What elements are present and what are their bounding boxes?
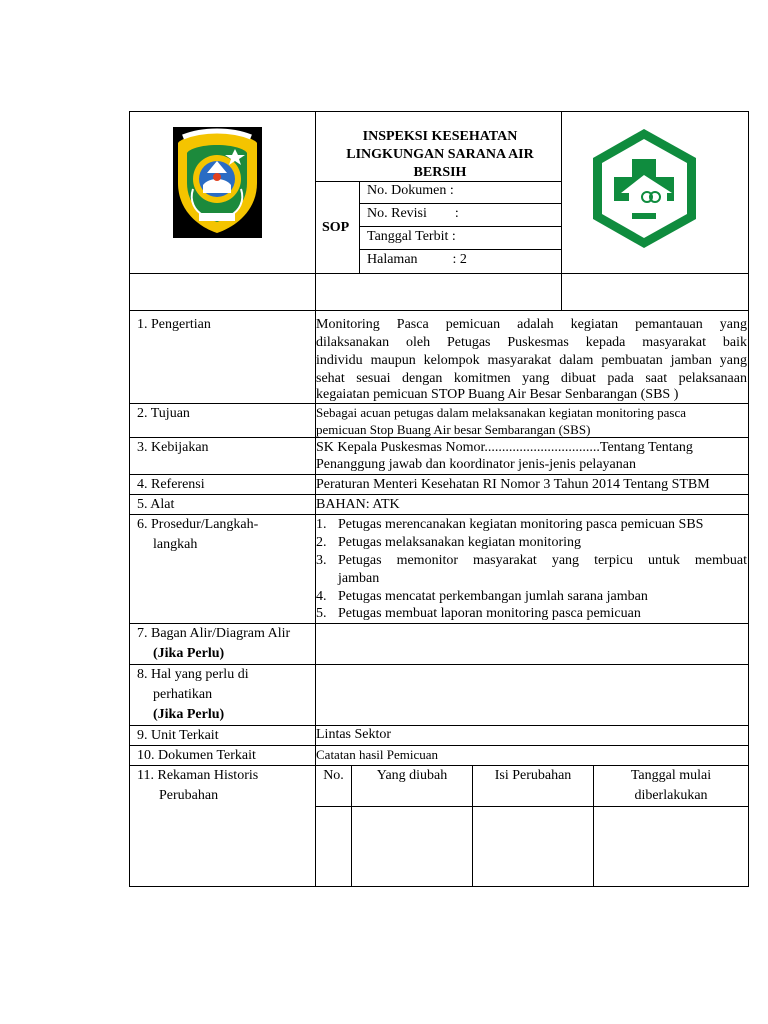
row-line [129, 664, 749, 665]
tanggal-terbit-field: Tanggal Terbit : [367, 229, 456, 244]
step-text-continued: jamban [338, 571, 380, 586]
tujuan-line-2: pemicuan Stop Buang Air besar Sembarangan (SBS) [316, 422, 591, 437]
halaman-field: Halaman : 2 [367, 252, 467, 267]
dokumen-label: 10. Dokumen Terkait [137, 748, 256, 763]
kebijakan-line-1: SK Kepala Puskesmas Nomor.................................Tentang Tentang [316, 440, 693, 455]
pengertian-label: 1. Pengertian [137, 317, 211, 332]
doc-field-line [359, 226, 562, 227]
pengertian-line-3: individu maupun kelompok masyarakat dalam pembuatan jamban yang [316, 353, 747, 368]
border-left [129, 111, 130, 887]
alat-text: BAHAN: ATK [316, 497, 400, 512]
history-header-line [315, 806, 749, 807]
puskesmas-logo [589, 127, 700, 250]
rekaman-label-2: Perubahan [159, 788, 219, 803]
unit-text: Lintas Sektor [316, 727, 392, 742]
sop-divider [359, 181, 360, 273]
row-line [129, 725, 749, 726]
row-line [129, 494, 749, 495]
alat-label: 5. Alat [137, 497, 175, 512]
tujuan-label: 2. Tujuan [137, 406, 190, 421]
unit-label: 9. Unit Terkait [137, 728, 219, 743]
row-line [129, 745, 749, 746]
referensi-text: Peraturan Menteri Kesehatan RI Nomor 3 Tahun 2014 Tentang STBM [316, 477, 710, 492]
step-number: 5. [316, 606, 327, 621]
row-line [129, 474, 749, 475]
blank-row-bottom [129, 310, 749, 311]
no-dokumen-field: No. Dokumen : [367, 183, 454, 198]
step-text: Petugas membuat laporan monitoring pasca pemicuan [338, 606, 641, 621]
bagan-label: 7. Bagan Alir/Diagram Alir [137, 626, 291, 641]
doc-field-line [359, 203, 562, 204]
pengertian-line-2: dilaksanakan oleh Petugas Puskesmas kepada masyarakat baik [316, 335, 747, 350]
bagan-note: (Jika Perlu) [153, 646, 225, 661]
row-line [129, 765, 749, 766]
dokumen-text: Catatan hasil Pemicuan [316, 747, 439, 762]
referensi-label: 4. Referensi [137, 477, 205, 492]
pengertian-line-1: Monitoring Pasca pemicuan adalah kegiatan pemantauan yang [316, 317, 747, 332]
history-header-no: No. [323, 768, 344, 783]
prosedur-label-1: 6. Prosedur/Langkah- [137, 517, 259, 532]
border-right [748, 111, 749, 887]
step-number: 4. [316, 589, 327, 604]
pengertian-line-5: kegaiatan pemicuan STOP Buang Air Besar Senbarangan (SBS ) [316, 387, 679, 402]
header-bottom-line [129, 273, 749, 274]
hal-label-2: perhatikan [153, 687, 213, 702]
title-line-1: INSPEKSI KESEHATAN [362, 129, 518, 144]
history-header-yang-diubah: Yang diubah [376, 768, 448, 783]
kebijakan-line-2: Penanggung jawab dan koordinator jenis-jenis pelayanan [316, 457, 636, 472]
kebijakan-label: 3. Kebijakan [137, 440, 209, 455]
rekaman-label-1: 11. Rekaman Historis [137, 768, 259, 783]
border-top [129, 111, 749, 112]
hal-note: (Jika Perlu) [153, 707, 225, 722]
step-number: 1. [316, 517, 327, 532]
title-line-2: LINGKUNGAN SARANA AIR [346, 147, 534, 162]
history-header-tanggal: Tanggal mulai [630, 768, 712, 783]
step-number: 2. [316, 535, 327, 550]
step-text: Petugas memonitor masyarakat yang terpicu untuk membuat [338, 553, 747, 568]
no-revisi-field: No. Revisi : [367, 206, 459, 221]
row-line [129, 623, 749, 624]
kabupaten-emblem-logo [173, 127, 262, 238]
sop-label: SOP [322, 220, 350, 235]
prosedur-label-2: langkah [153, 537, 198, 552]
title-line-3: BERSIH [413, 165, 467, 180]
step-number: 3. [316, 553, 327, 568]
row-line [129, 514, 749, 515]
step-text: Petugas merencanakan kegiatan monitoring pasca pemicuan SBS [338, 517, 704, 532]
step-text: Petugas melaksanakan kegiatan monitoring [338, 535, 581, 550]
hal-label-1: 8. Hal yang perlu di [137, 667, 249, 682]
history-header-diberlakukan: diberlakukan [634, 788, 708, 803]
tujuan-line-1: Sebagai acuan petugas dalam melaksanakan kegiatan monitoring pasca [316, 405, 686, 420]
history-header-isi-perubahan: Isi Perubahan [494, 768, 572, 783]
document-title [318, 128, 562, 182]
doc-field-line [359, 249, 562, 250]
step-text: Petugas mencatat perkembangan jumlah sarana jamban [338, 589, 648, 604]
border-bottom [129, 886, 749, 887]
pengertian-line-4: sehat sesuai dengan komitmen yang dibuat pada saat pelaksanaan [316, 371, 747, 386]
